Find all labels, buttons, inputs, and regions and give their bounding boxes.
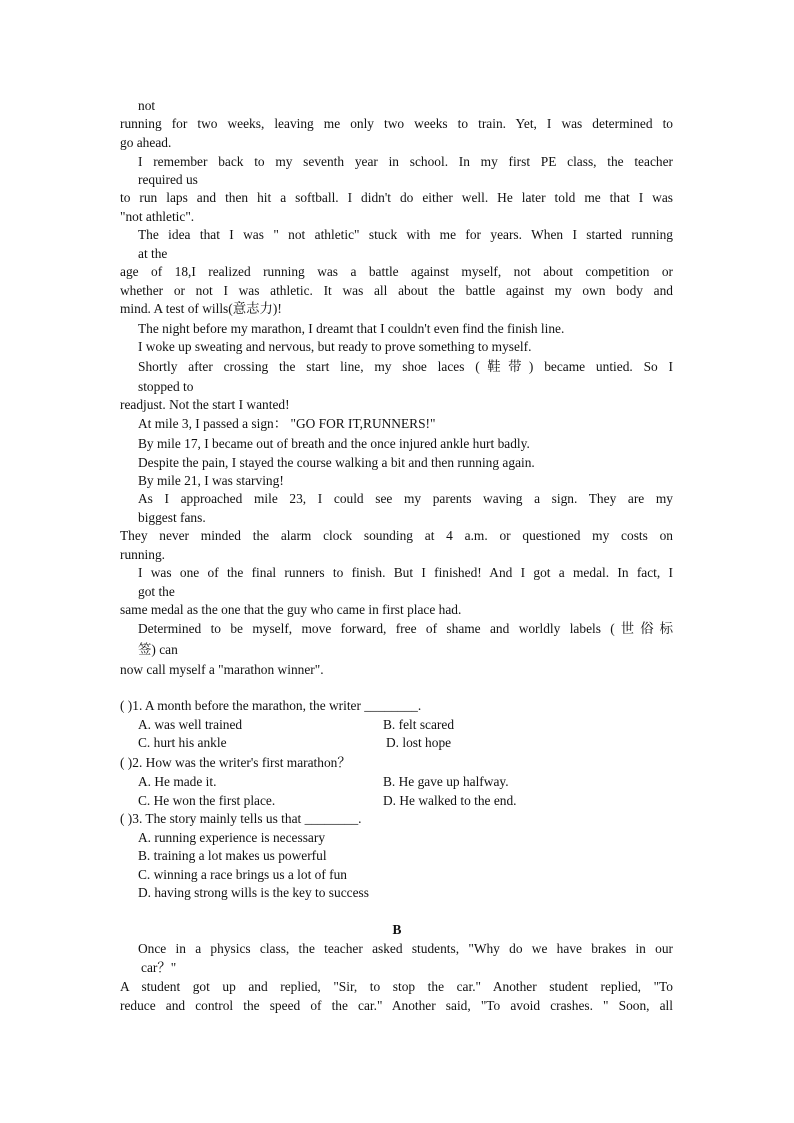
text-line: 签) can (138, 642, 178, 657)
text-line: Despite the pain, I stayed the course walking a bit and then running again. (138, 455, 535, 470)
text-line: age of 18,I realized running was a battle against myself, not about competition or (120, 264, 673, 279)
text-line: Shortly after crossing the start line, my shoe laces (鞋带) became untied. So I (138, 359, 673, 374)
answer-option: A. He made it. (138, 774, 217, 789)
text-line: same medal as the one that the guy who came in first place had. (120, 602, 462, 617)
text-line: running. (120, 547, 166, 562)
text-line: I woke up sweating and nervous, but ready to prove something to myself. (138, 339, 532, 354)
text-line: As I approached mile 23, I could see my parents waving a sign. They are my (138, 491, 673, 506)
text-line: go ahead. (120, 135, 172, 150)
text-line: Once in a physics class, the teacher asked students, "Why do we have brakes in our (138, 941, 673, 956)
text-line: "not athletic". (120, 209, 195, 224)
text-line: reduce and control the speed of the car." Another said, "To avoid crashes. " Soon, all (120, 998, 673, 1013)
answer-option: A. was well trained (138, 717, 243, 732)
text-line: At mile 3, I passed a sign： "GO FOR IT,RUNNERS!" (138, 416, 436, 431)
text-line: readjust. Not the start I wanted! (120, 397, 290, 412)
answer-option: A. running experience is necessary (138, 830, 326, 845)
answer-option: D. lost hope (386, 735, 452, 750)
answer-option: D. He walked to the end. (383, 793, 517, 808)
section-heading: B (392, 922, 402, 937)
text-line: not (138, 98, 156, 113)
answer-option: B. training a lot makes us powerful (138, 848, 327, 863)
answer-option: C. hurt his ankle (138, 735, 227, 750)
text-line: whether or not I was athletic. It was all about the battle against my own body and (120, 283, 673, 298)
text-line: Determined to be myself, move forward, free of shame and worldly labels (世俗标 (138, 621, 673, 636)
text-line: They never minded the alarm clock sounding at 4 a.m. or questioned my costs on (120, 528, 673, 543)
answer-option: D. having strong wills is the key to success (138, 885, 369, 900)
text-line: A student got up and replied, "Sir, to stop the car." Another student replied, "To (120, 979, 673, 994)
text-line: mind. A test of wills(意志力)! (120, 301, 282, 316)
text-line: required us (138, 172, 198, 187)
question-stem: ( )1. A month before the marathon, the writer ________. (120, 698, 422, 713)
text-line: now call myself a "marathon winner". (120, 662, 324, 677)
text-line: at the (138, 246, 168, 261)
text-line: got the (138, 584, 175, 599)
text-line: running for two weeks, leaving me only two weeks to train. Yet, I was determined to (120, 116, 673, 131)
answer-option: C. He won the first place. (138, 793, 276, 808)
text-line: By mile 21, I was starving! (138, 473, 284, 488)
answer-option: C. winning a race brings us a lot of fun (138, 867, 347, 882)
text-line: biggest fans. (138, 510, 206, 525)
question-stem: ( )2. How was the writer's first marathon？ (120, 755, 351, 770)
answer-option: B. felt scared (383, 717, 455, 732)
text-line: The night before my marathon, I dreamt that I couldn't even find the finish line. (138, 321, 565, 336)
text-line: car？" (141, 960, 177, 975)
answer-option: B. He gave up halfway. (383, 774, 509, 789)
text-line: By mile 17, I became out of breath and the once injured ankle hurt badly. (138, 436, 530, 451)
text-line: I was one of the final runners to finish. But I finished! And I got a medal. In fact, I (138, 565, 673, 580)
text-line: stopped to (138, 379, 194, 394)
text-line: The idea that I was " not athletic" stuck with me for years. When I started running (138, 227, 673, 242)
text-line: to run laps and then hit a softball. I didn't do either well. He later told me that I was (120, 190, 673, 205)
question-stem: ( )3. The story mainly tells us that ________. (120, 811, 362, 826)
text-line: I remember back to my seventh year in school. In my first PE class, the teacher (138, 154, 673, 169)
